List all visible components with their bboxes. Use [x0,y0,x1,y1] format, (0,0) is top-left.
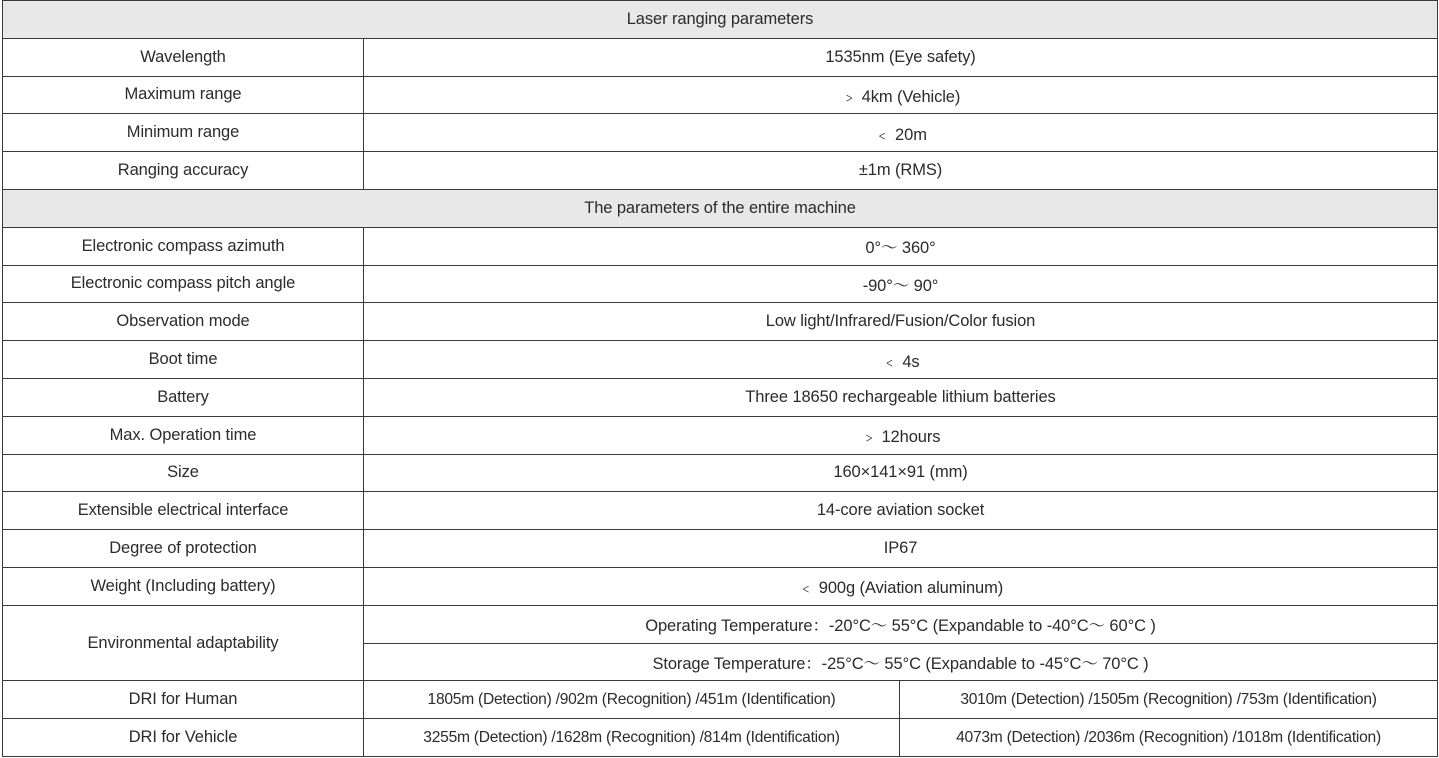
table-row [3,492,1438,530]
row-label: Ranging accuracy [3,152,364,190]
row-value: Low light/Infrared/Fusion/Color fusion [364,303,1438,341]
row-value: -90°～ 90° [364,265,1438,303]
env-storage-temp: Storage Temperature：-25°C～ 55°C (Expandable to -45°C～ 70°C ) [364,643,1438,681]
row-label: Wavelength [3,38,364,76]
table-row [3,76,1438,114]
row-label: Weight (Including battery) [3,567,364,605]
table-row [3,681,1438,719]
env-label: Environmental adaptability [3,605,364,681]
dri-value-1: 1805m (Detection) /902m (Recognition) /451m (Identification) [364,681,900,719]
row-value: 1535nm (Eye safety) [364,38,1438,76]
row-label: Extensible electrical interface [3,492,364,530]
row-label: Battery [3,378,364,416]
row-value: 14-core aviation socket [364,492,1438,530]
section-title-laser: Laser ranging parameters [3,1,1438,39]
table-row [3,227,1438,265]
row-label: Minimum range [3,114,364,152]
row-value: ﹥ 4km (Vehicle) [364,76,1438,114]
table-row [3,341,1438,379]
row-value: ﹤ 20m [364,114,1438,152]
row-value: ﹤ 900g (Aviation aluminum) [364,567,1438,605]
row-value: ﹥ 12hours [364,416,1438,454]
dri-value-1: 3255m (Detection) /1628m (Recognition) /814m (Identification) [364,719,900,757]
row-label: Electronic compass pitch angle [3,265,364,303]
table-row [3,605,1438,643]
row-value: Three 18650 rechargeable lithium batteries [364,378,1438,416]
table-row [3,152,1438,190]
dri-label: DRI for Human [3,681,364,719]
table-row [3,567,1438,605]
row-value: ±1m (RMS) [364,152,1438,190]
row-label: Observation mode [3,303,364,341]
table-row [3,303,1438,341]
table-row [3,378,1438,416]
row-value: IP67 [364,530,1438,568]
row-value: 0°～ 360° [364,227,1438,265]
row-label: Maximum range [3,76,364,114]
section-header-row [3,189,1438,227]
table-row [3,416,1438,454]
row-value: ﹤ 4s [364,341,1438,379]
dri-value-2: 3010m (Detection) /1505m (Recognition) /753m (Identification) [900,681,1438,719]
table-row [3,265,1438,303]
env-operating-temp: Operating Temperature：-20°C～ 55°C (Expandable to -40°C～ 60°C ) [364,605,1438,643]
table-row [3,114,1438,152]
row-label: Degree of protection [3,530,364,568]
row-label: Size [3,454,364,492]
section-header-row [3,1,1438,39]
section-title-machine: The parameters of the entire machine [3,189,1438,227]
row-label: Electronic compass azimuth [3,227,364,265]
table-row [3,530,1438,568]
spec-table [2,0,1438,757]
row-label: Max. Operation time [3,416,364,454]
table-row [3,454,1438,492]
row-value: 160×141×91 (mm) [364,454,1438,492]
row-label: Boot time [3,341,364,379]
dri-label: DRI for Vehicle [3,719,364,757]
dri-value-2: 4073m (Detection) /2036m (Recognition) /1018m (Identification) [900,719,1438,757]
table-row [3,38,1438,76]
table-row [3,719,1438,757]
